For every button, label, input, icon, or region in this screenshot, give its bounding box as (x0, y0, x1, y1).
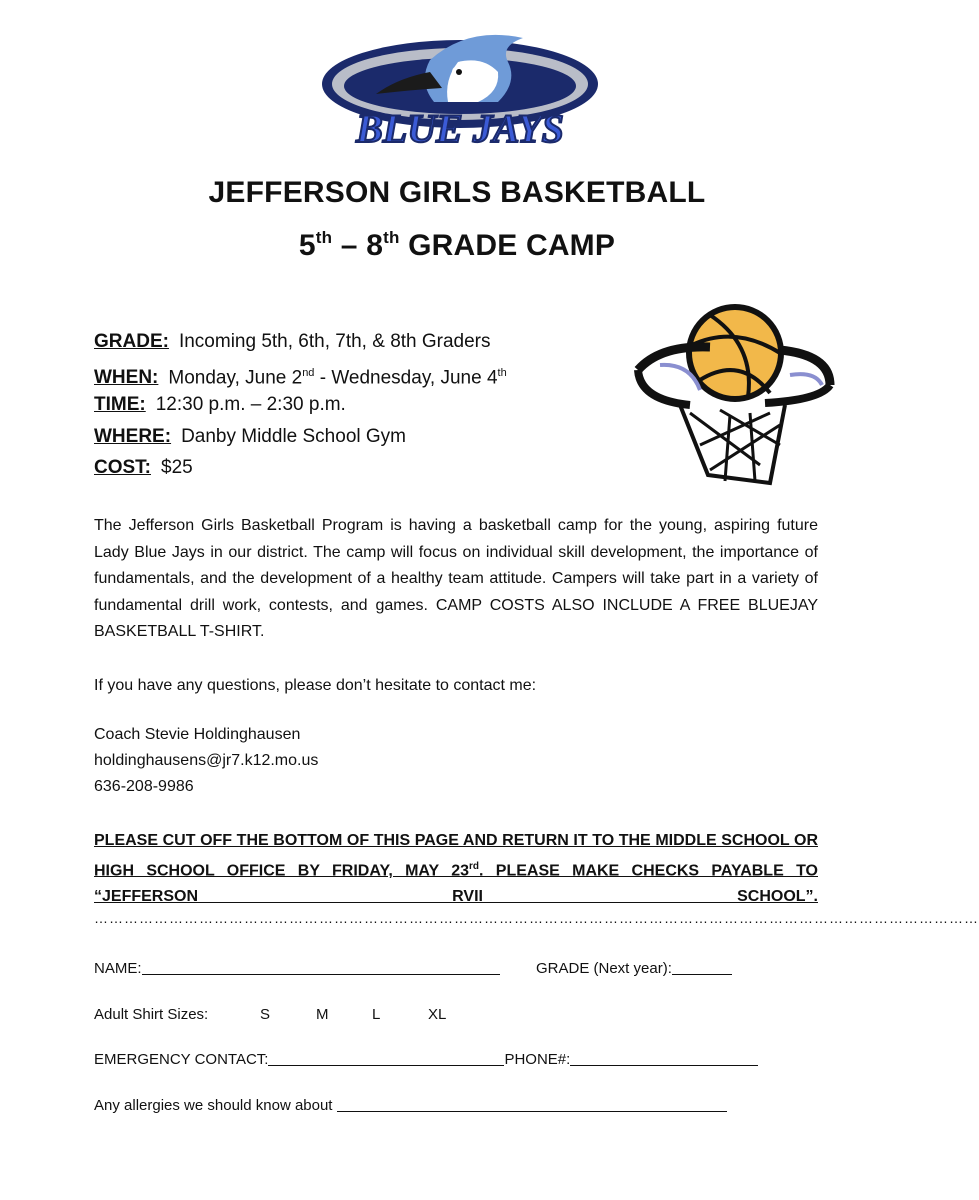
camp-description: The Jefferson Girls Basketball Program is having a basketball camp for the young, aspiring future Lady Blue Jays in our district. The camp will focus on individual skill development, the importance of fundamentals, and the development of a healthy team attitude. Campers will take part in a variety of fundamental drill work, contests, and games. CAMP COSTS ALSO INCLUDE A FREE BLUEJAY BASKETBALL T-SHIRT. (94, 517, 818, 641)
grade-field[interactable] (672, 960, 732, 975)
name-field-row (94, 960, 500, 977)
cost-row: COST: $25 (94, 457, 193, 478)
camp-details (94, 328, 507, 486)
grade-field-row (536, 960, 732, 977)
emergency-row (94, 1051, 758, 1068)
shirt-size-label: Adult Shirt Sizes: (94, 1006, 209, 1023)
shirt-size-m[interactable]: M (316, 1006, 329, 1023)
coach-name: Coach Stevie Holdinghausen (94, 726, 301, 743)
coach-email: holdinghausens@jr7.k12.mo.us (94, 752, 319, 769)
svg-text:BLUE JAYS: BLUE JAYS (356, 106, 564, 151)
coach-phone: 636-208-9986 (94, 778, 194, 795)
blue-jays-logo (318, 32, 602, 152)
cutoff-instructions: PLEASE CUT OFF THE BOTTOM OF THIS PAGE AND RETURN IT TO THE MIDDLE SCHOOL OR HIGH SCHOOL OFFICE BY FRIDAY, MAY 23rd. PLEASE MAKE CHECKS PAYABLE TO “JEFFERSON RVII SCHOOL”. (94, 832, 818, 906)
shirt-size-xl[interactable]: XL (428, 1006, 447, 1023)
phone-label: PHONE#: (504, 1051, 571, 1068)
time-row: TIME: 12:30 p.m. – 2:30 p.m. (94, 394, 346, 415)
allergies-field[interactable] (337, 1097, 727, 1112)
where-row: WHERE: Danby Middle School Gym (94, 425, 406, 447)
camp-title: JEFFERSON GIRLS BASKETBALL (208, 176, 706, 209)
coach-contact (94, 722, 318, 800)
when-row: WHEN: Monday, June 2nd - Wednesday, June 4th (94, 366, 507, 388)
name-field[interactable] (142, 960, 500, 975)
grade-row: GRADE: Incoming 5th, 6th, 7th, & 8th Graders (94, 331, 491, 352)
basketball-hoop-icon (630, 305, 836, 491)
cut-line: …………………………………………………………………………………………………………………………………………………………… (94, 910, 979, 926)
emergency-contact-field[interactable] (268, 1051, 504, 1066)
shirt-size-l[interactable]: L (372, 1006, 381, 1023)
allergies-label: Any allergies we should know about (94, 1097, 333, 1114)
name-label: NAME: (94, 960, 142, 977)
phone-field[interactable] (570, 1051, 758, 1066)
shirt-size-s[interactable]: S (260, 1006, 271, 1023)
camp-subtitle: 5th – 8th GRADE CAMP (298, 228, 616, 262)
allergies-row (94, 1097, 727, 1114)
questions-note: If you have any questions, please don’t hesitate to contact me: (94, 677, 537, 694)
grade-label: GRADE (Next year): (536, 960, 672, 977)
emergency-label: EMERGENCY CONTACT: (94, 1051, 269, 1068)
